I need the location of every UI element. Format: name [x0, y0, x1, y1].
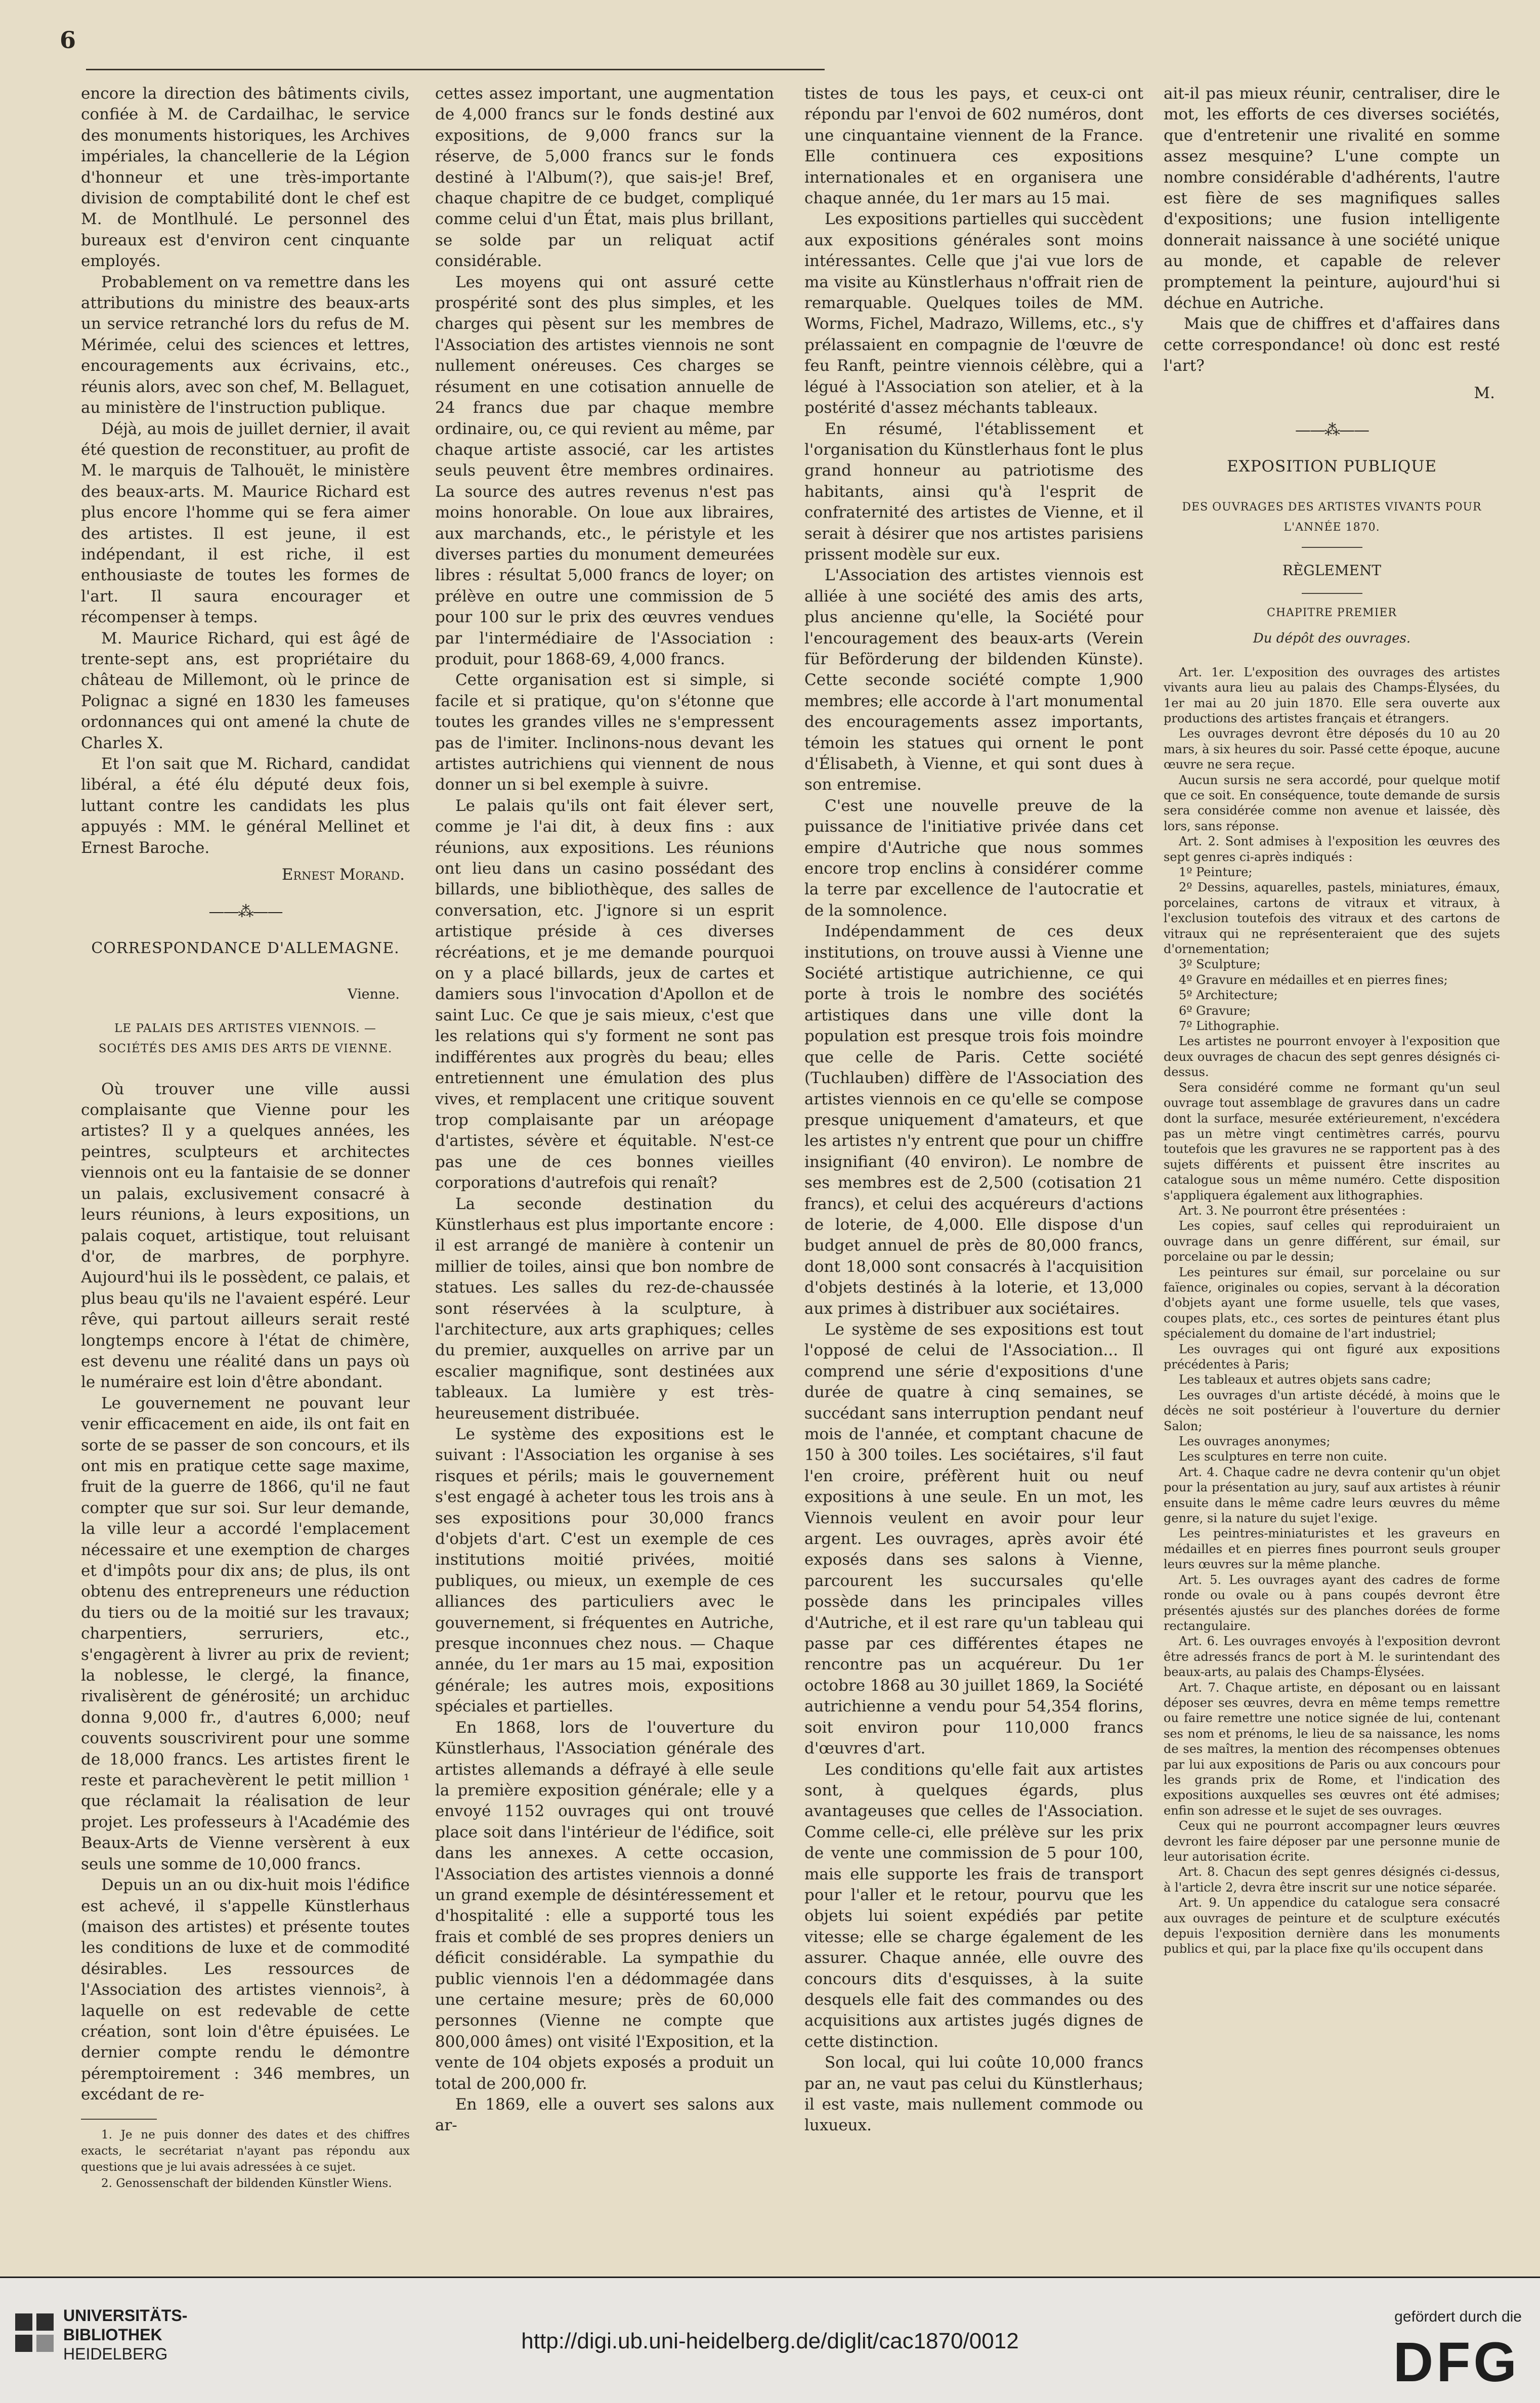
- paragraph: Le palais qu'ils ont fait élever sert, comme je l'ai dit, à deux fins : aux réunions, aux expositions. Les réunions ont lieu dans un casino possédant des billards, une bibliothèque, des salles de conversation, etc. J'ignore si un esprit artistique préside à ces diverses récréations, et je me demande pourquoi on y a placé billards, jeux de cartes et damiers sous l'invocation d'Apollon et de saint Luc. Ce que je sais mieux, c'est que les relations qui s'y forment ne sont pas indifférentes aux progrès du beau; elles entretiennent une émulation des plus vives, et remplacent une critique souvent trop complaisante par un aréopage d'artistes, sévère et équitable. N'est-ce pas une de ces bonnes vieilles corporations d'autrefois qui renaît?: [435, 796, 774, 1192]
- footnote: 1. Je ne puis donner des dates et des chiffres exacts, le secrétariat n'ayant pas répondu aux questions que je lui avais adressées à ce sujet.: [81, 2128, 410, 2174]
- regulation-article: Les artistes ne pourront envoyer à l'exposition que deux ouvrages de chacun des sept genres désignés ci-dessus.: [1164, 1034, 1500, 1080]
- regulation-article: 5º Architecture;: [1179, 988, 1278, 1003]
- regulation-article: Art. 1er. L'exposition des ouvrages des artistes vivants aura lieu au palais des Champs-Élysées, du 1er mai au 20 juin 1870. Elle sera ouverte aux productions des artistes français et étrangers.: [1164, 665, 1500, 725]
- exposition-title: EXPOSITION PUBLIQUE: [1227, 457, 1437, 476]
- header-rule: [86, 69, 825, 70]
- paragraph: Mais que de chiffres et d'affaires dans cette correspondance! où donc est resté l'art?: [1164, 315, 1500, 375]
- footnote-rule: [81, 2119, 157, 2120]
- paragraph: L'Association des artistes viennois est alliée à une société des amis des arts, plus ancienne qu'elle, la Société pour l'encouragement des beaux-arts (Verein für Beförderung der bildenden Künste). Cette seconde société compte 1,900 membres; elle accorde à l'art monumental des encouragements assez importants, témoin les statues qui ornent le pont d'Élisabeth, à Vienne, et qui sont dues à son entremise.: [804, 566, 1143, 794]
- section-subhead: LE PALAIS DES ARTISTES VIENNOIS. — SOCIÉTÉS DES AMIS DES ARTS DE VIENNE.: [98, 1021, 393, 1055]
- dateline-place: Vienne.: [348, 986, 400, 1003]
- regulation-article: Les tableaux et autres objets sans cadre;: [1179, 1372, 1431, 1387]
- dfg-logo: DFG: [1393, 2331, 1520, 2393]
- paragraph: Probablement on va remettre dans les attributions du ministre des beaux-arts un service retranché lors du refus de M. Mérimée, celui des sciences et lettres, encouragements aux écrivains, etc., réunis alors, avec son chef, M. Bellaguet, au ministère de l'instruction publique.: [81, 273, 410, 417]
- university-library-name: UNIVERSITÄTS- BIBLIOTHEK HEIDELBERG: [63, 2306, 188, 2363]
- regulation-article: 6º Gravure;: [1179, 1003, 1251, 1018]
- ornament-divider: ——⁂——: [1295, 421, 1368, 440]
- ornament-divider: ——⁂——: [208, 903, 282, 921]
- regulation-article: 7º Lithographie.: [1179, 1019, 1279, 1034]
- paragraph: Où trouver une ville aussi complaisante que Vienne pour les artistes? Il y a quelques années, les peintres, sculpteurs et architectes viennois ont eu la fantaisie de se donner un palais, exclusivement consacré à leurs réunions, à leurs expositions, un palais coquet, artistique, tout reluisant d'or, de marbres, de porphyre. Aujourd'hui ils le possèdent, ce palais, et plus beau qu'ils ne l'avaient espéré. Leur rêve, qui partout ailleurs serait resté longtemps encore à l'état de chimère, est devenu une réalité dans un pays où le numéraire est loin d'être abondant.: [81, 1080, 410, 1392]
- column-2: [435, 83, 774, 2223]
- regulation-article: Aucun sursis ne sera accordé, pour quelque motif que ce soit. En conséquence, toute demande de sursis sera considérée comme non avenue et laissée, dès lors, sans réponse.: [1164, 773, 1500, 833]
- chapter-heading: CHAPITRE PREMIER: [1267, 607, 1397, 620]
- regulation-article: Les ouvrages qui ont figuré aux expositions précédentes à Paris;: [1164, 1342, 1500, 1371]
- regulation-article: Art. 5. Les ouvrages ayant des cadres de forme ronde ou ovale ou à pans coupés devront être présentés ajustés sur des planches dorées de forme rectangulaire.: [1164, 1572, 1500, 1633]
- paragraph: Son local, qui lui coûte 10,000 francs par an, ne vaut pas celui du Künstlerhaus; il est vaste, mais nullement commode ou luxueux.: [804, 2053, 1143, 2135]
- regulation-article: Les sculptures en terre non cuite.: [1179, 1449, 1388, 1464]
- regulation-article: Les peintres-miniaturistes et les graveurs en médailles et en pierres fines pourront seuls grouper leurs œuvres sur la même planche.: [1164, 1526, 1500, 1572]
- regulation-article: Art. 2. Sont admises à l'exposition les œuvres des sept genres ci-après indiqués :: [1164, 834, 1500, 864]
- paragraph: Le système de ses expositions est tout l'opposé de celui de l'Association... Il comprend une série d'expositions d'une durée de quatre à cinq semaines, se succédant sans interruption pendant neuf mois de l'année, et comptant chacune de 150 à 300 toiles. Les sociétaires, s'il faut l'en croire, préfèrent huit ou neuf expositions à une seule. En un mot, les Viennois veulent en avoir pour leur argent. Les ouvrages, après avoir été exposés dans ses salons à Vienne, parcourent les succursales qu'elle possède dans les principales villes d'Autriche, et il est rare qu'un tableau qui passe par ces différentes étapes ne rencontre pas un acquéreur. Du 1er octobre 1868 au 30 juillet 1869, la Société autrichienne a vendu pour 54,354 florins, soit environ pour 110,000 francs d'œuvres d'art.: [804, 1320, 1143, 1758]
- paragraph: Depuis un an ou dix-huit mois l'édifice est achevé, il s'appelle Künstlerhaus (maison des artistes) et présente toutes les conditions de luxe et de commodité désirables. Les ressources de l'Association des artistes viennois², à laquelle on est redevable de cette création, sont loin d'être épuisées. Le dernier compte rendu le démontre péremptoirement : 346 membres, un excédant de re-: [81, 1876, 410, 2104]
- divider: [1302, 547, 1362, 548]
- page-number: 6: [60, 26, 76, 54]
- paragraph: encore la direction des bâtiments civils, confiée à M. de Cardailhac, le service des monuments historiques, les Archives impériales, la chancellerie de la Légion d'honneur et une très-importante division de comptabilité dont le chef est M. de Montlhulé. Le personnel des bureaux est d'environ cent cinquante employés.: [81, 84, 410, 271]
- regulation-articles: [1164, 665, 1500, 1957]
- chapter-subtitle: Du dépôt des ouvrages.: [1253, 631, 1411, 647]
- author-signature: M.: [1474, 383, 1495, 402]
- regulation-article: Sera considéré comme ne formant qu'un seul ouvrage tout assemblage de gravures dans un cadre dont la surface, mesurée extérieurement, n'excédera pas un mètre vingt centimètres carrés, pourvu toutefois que les gravures ne se rapportent pas à des sujets différents et puissent être inscrites au catalogue sous un même numéro. Cette disposition s'appliquera également aux lithographies.: [1164, 1080, 1500, 1203]
- paragraph: Déjà, au mois de juillet dernier, il avait été question de reconstituer, au profit de M. le marquis de Talhouët, le ministère des beaux-arts. M. Maurice Richard est plus encore l'homme qui se fera aimer des artistes. Il est jeune, il est indépendant, il est riche, il est enthousiaste de toutes les formes de l'art. Il saura encourager et récompenser à temps.: [81, 419, 410, 627]
- source-url-link[interactable]: http://digi.ub.uni-heidelberg.de/diglit/cac1870/0012: [521, 2329, 1019, 2353]
- paragraph: Et l'on sait que M. Richard, candidat libéral, a été élu député deux fois, luttant contre les candidats les plus appuyés : MM. le général Mellinet et Ernest Baroche.: [81, 755, 410, 857]
- divider: [1302, 593, 1362, 594]
- exposition-subtitle: DES OUVRAGES DES ARTISTES VIVANTS POUR L'ANNÉE 1870.: [1182, 500, 1482, 534]
- column-1: [81, 83, 410, 2223]
- column-3: [804, 83, 1143, 2223]
- paragraph: Le système des expositions est le suivant : l'Association les organise à ses risques et périls; mais le gouvernement s'est engagé à acheter tous les trois ans à ses expositions pour 30,000 francs d'objets d'art. C'est un exemple de ces institutions moitié privées, moitié publiques, ou mieux, un exemple de ces alliances des particuliers avec le gouvernement, si fréquentes en Autriche, presque inconnues chez nous. — Chaque année, du 1er mars au 15 mai, exposition générale; les autres mois, expositions spéciales et partielles.: [435, 1425, 774, 1716]
- regulation-article: Les copies, sauf celles qui reproduiraient un ouvrage dans un genre différent, sur émail, sur porcelaine ou par le dessin;: [1164, 1219, 1500, 1264]
- paragraph: tistes de tous les pays, et ceux-ci ont répondu par l'envoi de 602 numéros, dont une cinquantaine viennent de la France. Elle continuera ces expositions internationales et en organisera une chaque année, du 1er mars au 15 mai.: [804, 84, 1143, 208]
- paragraph: En résumé, l'établissement et l'organisation du Künstlerhaus font le plus grand honneur au patriotisme des habitants, ainsi qu'à l'esprit de confraternité des artistes de Vienne, et il serait à désirer que nos artistes parisiens prissent modèle sur eux.: [804, 419, 1143, 564]
- regulation-article: Les ouvrages devront être déposés du 10 au 20 mars, à six heures du soir. Passé cette époque, aucune œuvre ne sera reçue.: [1164, 726, 1500, 772]
- paragraph: En 1869, elle a ouvert ses salons aux ar-: [435, 2095, 774, 2135]
- paragraph: Les moyens qui ont assuré cette prospérité sont des plus simples, et les charges qui pèsent sur les membres de l'Association des artistes viennois ne sont nullement onéreuses. Ces charges se résument en une cotisation annuelle de 24 francs due par chaque membre ordinaire, ou, ce qui revient au même, par chaque artiste associé, car les artistes seuls peuvent être membres ordinaires. La source des autres revenus n'est pas moins honorable. On loue aux libraires, aux marchands, etc., le péristyle et les diverses parties du monument demeurées libres : résultat 5,000 francs de loyer; on prélève en outre une commission de 5 pour 100 sur le prix des œuvres vendues par l'intermédiaire de l'Association : produit, pour 1868-69, 4,000 francs.: [435, 273, 774, 668]
- paragraph: M. Maurice Richard, qui est âgé de trente-sept ans, est propriétaire du château de Millemont, où le prince de Polignac a signé en 1830 les fameuses ordonnances qui ont amené la chute de Charles X.: [81, 629, 410, 752]
- paragraph: cettes assez important, une augmentation de 4,000 francs sur le fonds destiné aux expositions, de 9,000 francs sur la réserve, de 5,000 francs sur le fonds destiné à l'Album(?), que sais-je! Bref, chaque chapitre de ce budget, compliqué comme celui d'un État, mais plus brillant, se solde par un reliquat actif considérable.: [435, 84, 774, 271]
- regulation-article: Art. 8. Chacun des sept genres désignés ci-dessus, à l'article 2, devra être inscrit sur une notice séparée.: [1164, 1865, 1500, 1895]
- paragraph: ait-il pas mieux réunir, centraliser, dire le mot, les efforts de ces diverses sociétés, que d'entretenir une rivalité en somme assez mesquine? L'une compte un nombre considérable d'adhérents, l'autre est fière de ses magnifiques salles d'expositions; une fusion intelligente donnerait naissance à une société unique au monde, et capable de relever promptement la peinture, aujourd'hui si déchue en Autriche.: [1164, 84, 1500, 313]
- paragraph: Les conditions qu'elle fait aux artistes sont, à quelques égards, plus avantageuses que celles de l'Association. Comme celle-ci, elle prélève sur les prix de vente une commission de 5 pour 100, mais elle supporte les frais de transport pour l'aller et le retour, pourvu que les objets lui soient expédiés par petite vitesse; elle se charge également de les assurer. Chaque année, elle ouvre des concours dits d'esquisses, à la suite desquels elle fait des commandes ou des acquisitions aux artistes jugés dignes de cette distinction.: [804, 1760, 1143, 2051]
- regulation-article: Les ouvrages anonymes;: [1179, 1434, 1331, 1449]
- regulation-article: Ceux qui ne pourront accompagner leurs œuvres devront les faire déposer par une personne munie de leur autorisation écrite.: [1164, 1819, 1500, 1864]
- paragraph: C'est une nouvelle preuve de la puissance de l'initiative privée dans cet empire d'Autriche que nous sommes encore trop enclins à considérer comme la terre par excellence de l'autocratie et de la somnolence.: [804, 796, 1143, 920]
- regulation-article: Art. 6. Les ouvrages envoyés à l'exposition devront être adressés francs de port à M. le surintendant des beaux-arts, au palais des Champs-Élysées.: [1164, 1634, 1500, 1680]
- reglement-heading: RÈGLEMENT: [1282, 562, 1382, 579]
- viewer-footer: [0, 2277, 1540, 2403]
- paragraph: Indépendamment de ces deux institutions, on trouve aussi à Vienne une Société artistique autrichienne, ce qui porte à trois le nombre des sociétés artistiques dans une ville dont la population est presque trois fois moindre que celle de Paris. Cette société (Tuchlauben) diffère de l'Association des artistes viennois en ce qu'elle se compose presque uniquement d'amateurs, et que les artistes n'y entrent que pour un chiffre insignifiant (40 environ). Le nombre de ses membres est de 2,500 (cotisation 21 francs), et celui des acquéreurs d'actions de loterie, de 4,000. Elle dispose d'un budget annuel de près de 80,000 francs, dont 18,000 sont consacrés à l'acquisition d'objets destinés à la loterie, et 13,000 aux primes à distribuer aux sociétaires.: [804, 922, 1143, 1318]
- regulation-article: Art. 7. Chaque artiste, en déposant ou en laissant déposer ses œuvres, devra en même temps remettre ou faire remettre une notice signée de lui, contenant ses nom et prénoms, le lieu de sa naissance, les noms de ses maîtres, la mention des récompenses obtenues par lui aux expositions de Paris ou aux concours pour les grands prix de Rome, et l'indication des expositions auxquelles ses œuvres ont été admises; enfin son adresse et le sujet de ses ouvrages.: [1164, 1680, 1500, 1818]
- funded-by-label: gefördert durch die: [1394, 2308, 1522, 2325]
- footnote: 2. Genossenschaft der bildenden Künstler Wiens.: [101, 2176, 392, 2190]
- paragraph: Les expositions partielles qui succèdent aux expositions générales sont moins intéressantes. Celle que j'ai vue lors de ma visite au Künstlerhaus n'offrait rien de remarquable. Quelques toiles de MM. Worms, Fichel, Madrazo, Willems, etc., s'y prélassaient en compagnie de l'œuvre de feu Ranft, peintre viennois célèbre, qui a légué à l'Association son atelier, et à la postérité d'assez méchants tableaux.: [804, 210, 1143, 417]
- regulation-article: 2º Dessins, aquarelles, pastels, miniatures, émaux, porcelaines, cartons de vitraux et vitraux, à l'exclusion toutefois des vitraux et des cartons de vitraux qui ne représenteraient que des sujets d'ornementation;: [1164, 880, 1500, 957]
- column-4: [1164, 83, 1500, 2223]
- regulation-article: 3º Sculpture;: [1179, 957, 1261, 972]
- regulation-article: Art. 4. Chaque cadre ne devra contenir qu'un objet pour la présentation au jury, sauf aux artistes à réunir ensuite dans le même cadre leurs œuvres du même genre, si la nature du sujet l'exige.: [1164, 1465, 1500, 1526]
- regulation-article: Art. 9. Un appendice du catalogue sera consacré aux ouvrages de peinture et de sculpture exécutés depuis l'exposition dernière dans les monuments publics et qui, par la place fixe qu'ils occupent dans: [1164, 1896, 1500, 1956]
- regulation-article: Les ouvrages d'un artiste décédé, à moins que le décès ne soit postérieur à l'ouverture du dernier Salon;: [1164, 1388, 1500, 1433]
- paragraph: La seconde destination du Künstlerhaus est plus importante encore : il est arrangé de manière à contenir un millier de toiles, ainsi que bon nombre de statues. Les salles du rez-de-chaussée sont réservées à la sculpture, à l'architecture, aux arts graphiques; celles du premier, auxquelles on arrive par un escalier magnifique, sont destinées aux tableaux. La lumière y est très-heureusement distribuée.: [435, 1194, 774, 1423]
- regulation-article: 4º Gravure en médailles et en pierres fines;: [1179, 972, 1448, 987]
- author-signature: Ernest Morand.: [281, 866, 405, 884]
- section-title: CORRESPONDANCE D'ALLEMAGNE.: [91, 939, 400, 957]
- paragraph: Cette organisation est si simple, si facile et si pratique, qu'on s'étonne que toutes les grandes villes ne s'empressent pas de l'imiter. Inclinons-nous devant les artistes autrichiens qui viennent de nous donner un si bel exemple à suivre.: [435, 671, 774, 794]
- regulation-article: 1º Peinture;: [1179, 865, 1253, 879]
- regulation-article: Art. 3. Ne pourront être présentées :: [1179, 1203, 1406, 1218]
- paragraph: En 1868, lors de l'ouverture du Künstlerhaus, l'Association générale des artistes allemands a défrayé à elle seule la première exposition générale; elle y a envoyé 1152 ouvrages qui ont trouvé place soit dans l'intérieur de l'édifice, soit dans les annexes. A cette occasion, l'Association des artistes viennois a donné un grand exemple de désintéressement et d'hospitalité : elle a supporté tous les frais et comblé de ses propres deniers un déficit considérable. La sympathie du public viennois l'en a dédommagée dans une certaine mesure; près de 60,000 personnes (Vienne ne compte que 800,000 âmes) ont visité l'Exposition, et la vente de 104 objets exposés a produit un total de 200,000 fr.: [435, 1718, 774, 2093]
- regulation-article: Les peintures sur émail, sur porcelaine ou sur faïence, originales ou copies, servant à la décoration d'objets ayant une forme usuelle, tels que vases, coupes plats, etc., ces sortes de peintures étant plus spécialement du domaine de l'art industriel;: [1164, 1265, 1500, 1341]
- paragraph: Le gouvernement ne pouvant leur venir efficacement en aide, ils ont fait en sorte de se passer de son concours, et ils ont mis en pratique cette sage maxime, fruit de la guerre de 1866, qu'il ne faut compter que sur soi. Sur leur demande, la ville leur a accordé l'emplacement nécessaire et une exemption de charges et d'impôts pour dix ans; de plus, ils ont obtenu des entrepreneurs une réduction du tiers ou de la moitié sur les travaux; charpentiers, serruriers, etc., s'engagèrent à livrer au prix de revient; la noblesse, le clergé, la finance, rivalisèrent de générosité; un archiduc donna 9,000 fr., d'autres 6,000; neuf couvents souscrivirent pour une somme de 18,000 francs. Les artistes firent le reste et parachevèrent le petit million ¹ que réclamait la réalisation de leur projet. Les professeurs à l'Académie des Beaux-Arts de Vienne versèrent à eux seuls une somme de 10,000 francs.: [81, 1394, 410, 1873]
